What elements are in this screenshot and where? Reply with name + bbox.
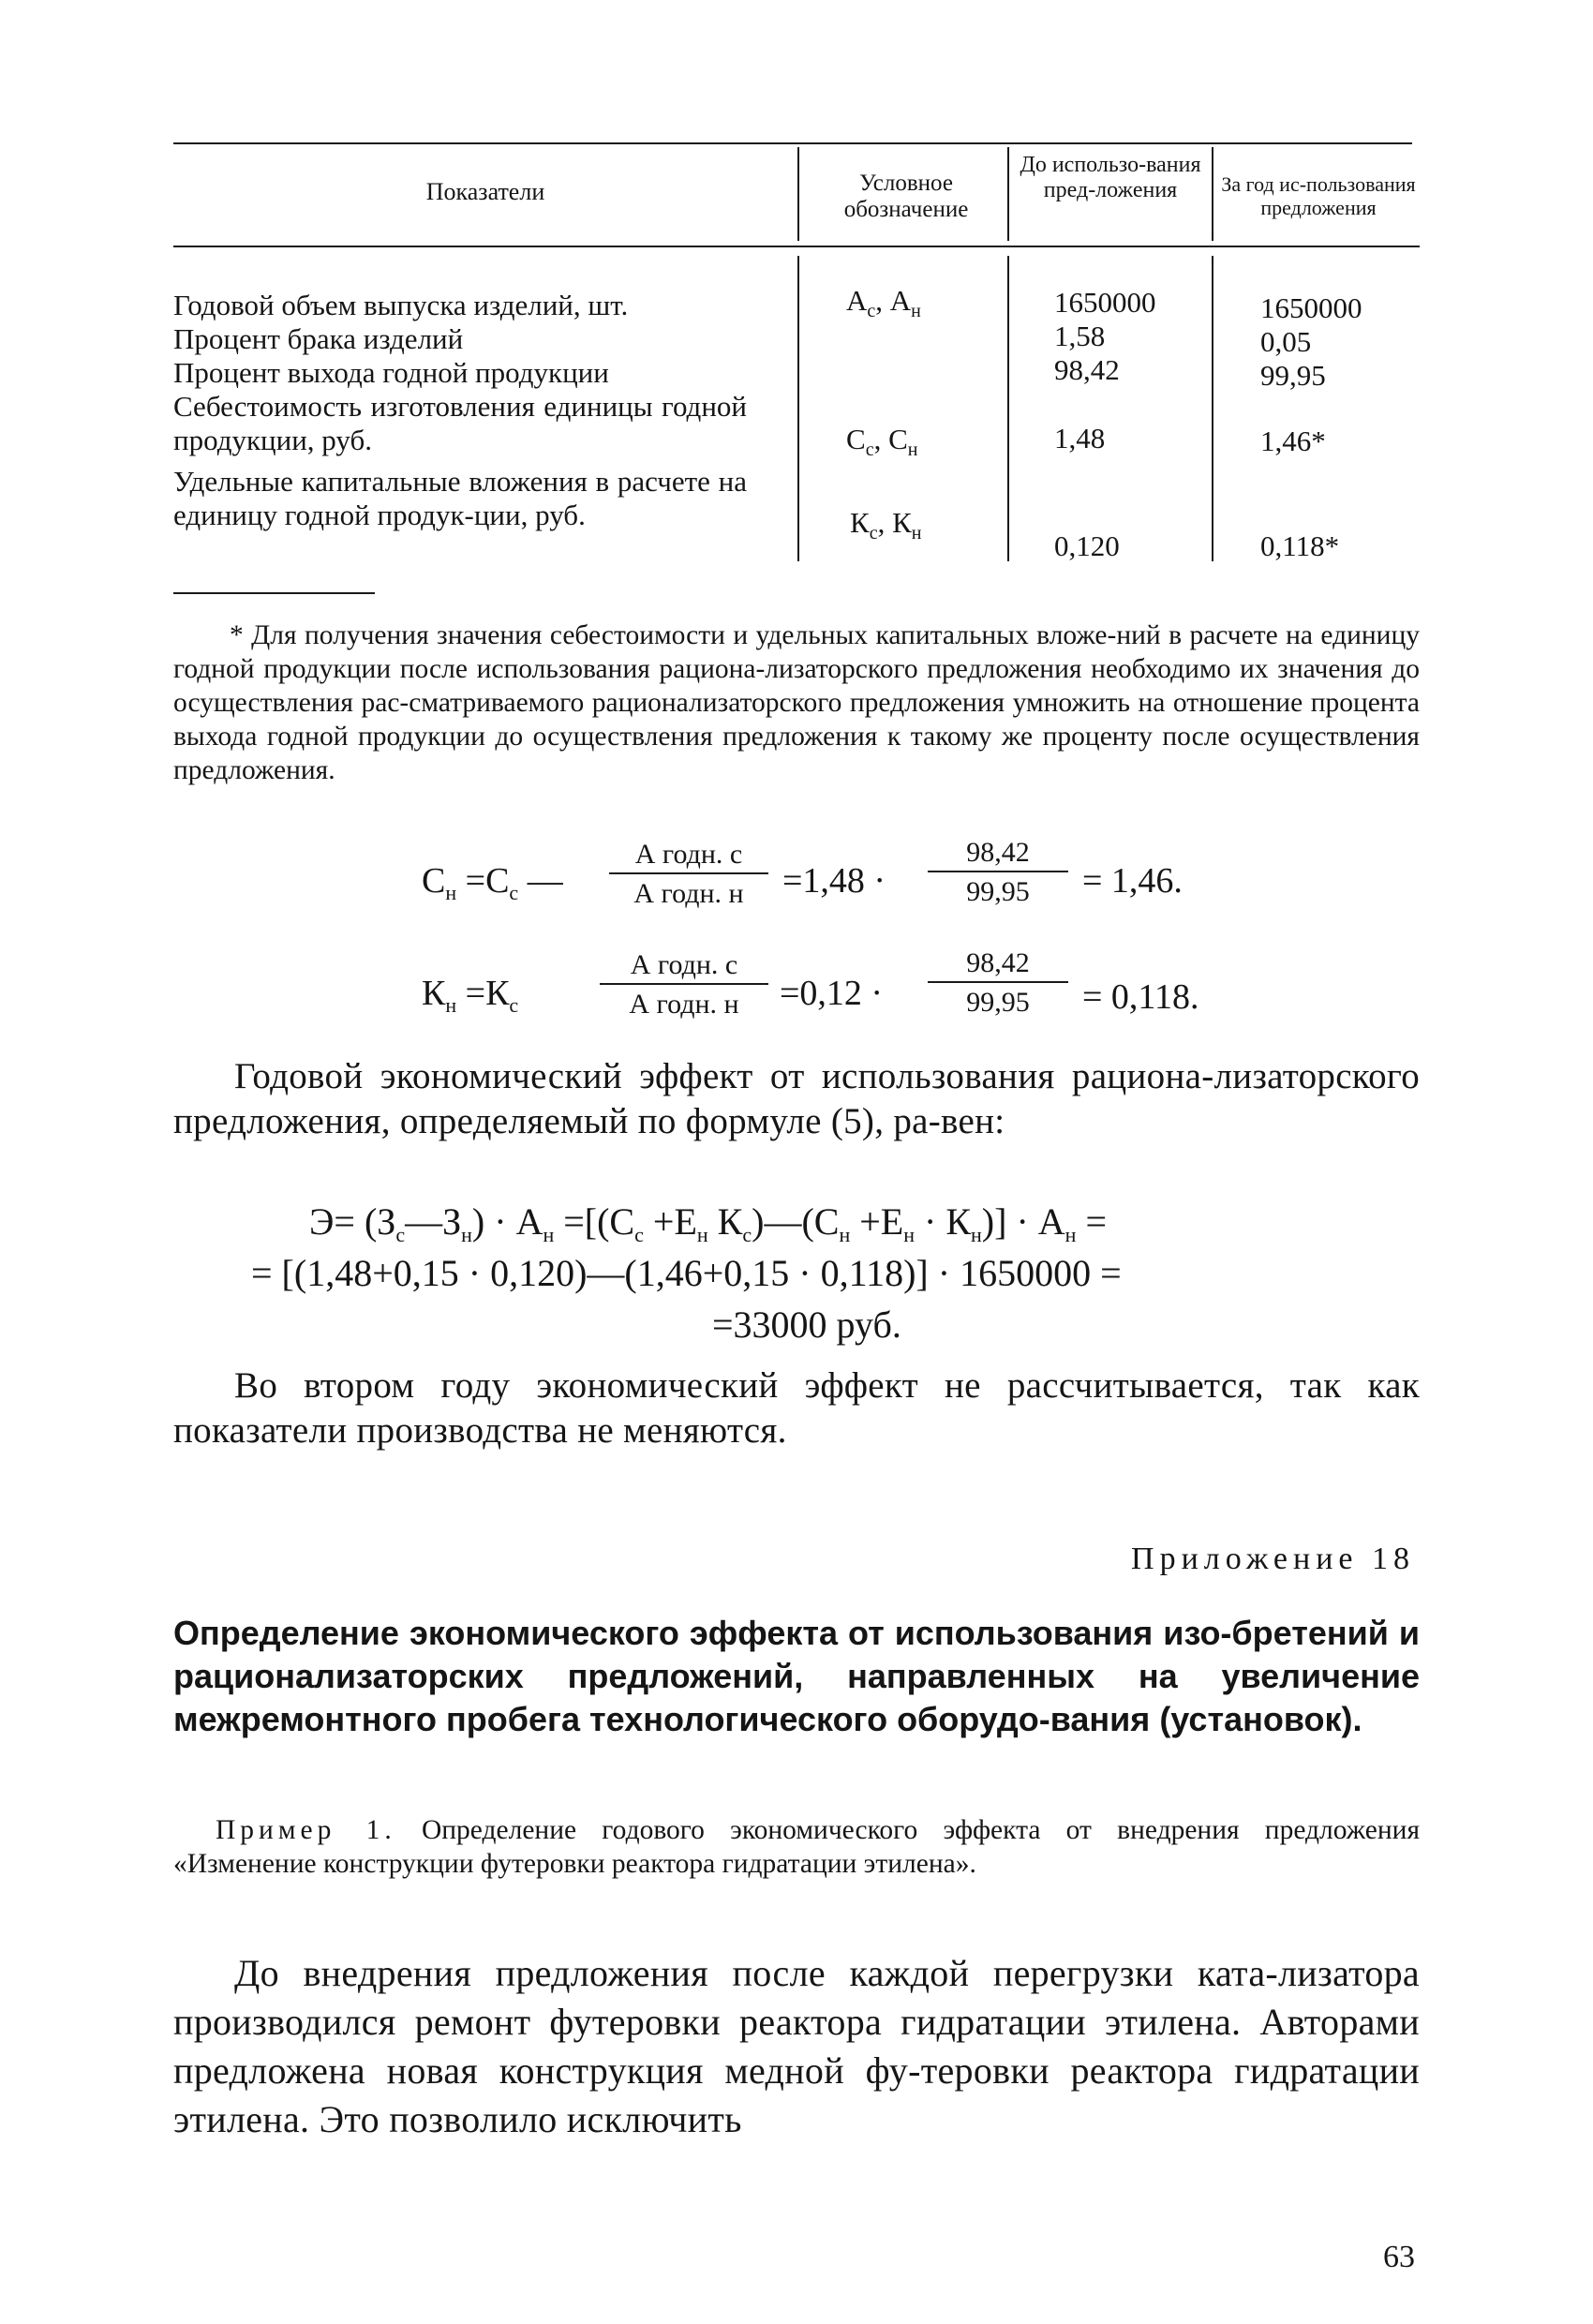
header-before: До использо-вания пред-ложения bbox=[1020, 153, 1201, 202]
formula-capital: $К_н =К_с$ bbox=[422, 974, 519, 1017]
row-before-value: 0,120 bbox=[1054, 529, 1120, 562]
table-header-rule bbox=[173, 246, 1420, 247]
row-label: Процент выхода годной продукции bbox=[173, 356, 609, 389]
fraction-yield: А годн. с А годн. н bbox=[609, 839, 768, 910]
row-label: Процент брака изделий bbox=[173, 322, 464, 355]
table-vline-2b bbox=[1007, 256, 1009, 561]
footnote: * Для получения значения себестоимости и удельных капитальных вложе-ний в расчете на единицу годной продукции после использования рациона-лизаторского предложения необходимо их значения до осуществления рас-сматриваемого рационализаторского предложения умножить на отношение процента выхода годной продукции до осуществления предложения к такому же проценту после осуществления предложения. bbox=[173, 620, 1420, 785]
row-after-value: 0,118* bbox=[1260, 529, 1340, 562]
formula-capital-mid: =0,12 · bbox=[780, 974, 884, 1013]
table-top-rule bbox=[173, 142, 1412, 144]
fraction-percent: $\frac{98,42}{99,95}$ bbox=[928, 947, 1068, 1019]
page-number: 63 bbox=[1383, 2240, 1415, 2274]
table-vline-1 bbox=[797, 147, 799, 241]
row-after-value: 99,95 bbox=[1260, 359, 1326, 392]
fraction-yield: А годн. с А годн. н bbox=[600, 949, 768, 1020]
header-indicators: Показатели bbox=[425, 178, 545, 205]
row-after-value: 0,05 bbox=[1260, 325, 1312, 358]
row-symbol: $А_с$, $А_н$ bbox=[846, 284, 921, 322]
formula-capital-result: = 0,118. bbox=[1082, 977, 1199, 1017]
example-label: Пример 1. bbox=[216, 1815, 396, 1845]
equation-line-3: =33000 руб. bbox=[712, 1304, 901, 1346]
paragraph-second-year: Во втором году экономический эффект не рассчитывается, так как показатели производства не меняются. bbox=[173, 1365, 1420, 1451]
appendix-label: Приложение 18 bbox=[1131, 1542, 1415, 1576]
row-before-value: 98,42 bbox=[1054, 353, 1120, 386]
paragraph-effect: Годовой экономический эффект от использования рациона-лизаторского предложения, определяемый по формуле (5), ра-вен: bbox=[173, 1056, 1420, 1141]
table-vline-1b bbox=[797, 256, 799, 561]
formula-cost-mid: =1,48 · bbox=[782, 861, 886, 901]
header-symbol: Условное обозначение bbox=[843, 171, 969, 222]
footnote-separator bbox=[173, 592, 375, 594]
paragraph-body: До внедрения предложения после каждой перегрузки ката-лизатора производился ремонт футеровки реактора гидратации этилена. Авторами предложена новая конструкция медной фу-теровки реактора гидратации этилена. Это позволило исключить bbox=[173, 1952, 1420, 2140]
formula-cost: $С_н =С_с$ — bbox=[422, 861, 563, 904]
row-symbol: $К_с$, $К_н$ bbox=[850, 506, 922, 544]
row-after-value: 1,46* bbox=[1260, 425, 1326, 457]
row-before-value: 1,58 bbox=[1054, 320, 1106, 352]
row-before-value: 1650000 bbox=[1054, 286, 1156, 319]
fraction-percent: $\frac{98,42}{99,95}$ bbox=[928, 837, 1068, 908]
row-before-value: 1,48 bbox=[1054, 422, 1106, 454]
indicators-table bbox=[173, 136, 1420, 567]
row-symbol: $С_с$, $С_н$ bbox=[846, 423, 918, 461]
table-vline-3 bbox=[1212, 147, 1213, 241]
row-after-value: 1650000 bbox=[1260, 291, 1362, 324]
section-heading: Определение экономического эффекта от использования изо-бретений и рационализаторских предложений, направленных на увеличение межремонтного пробега технологического оборудо-вания (установок). bbox=[173, 1614, 1420, 1738]
header-after: За год ис-пользования предложения bbox=[1221, 172, 1416, 219]
formula-cost-result: = 1,46. bbox=[1082, 861, 1183, 901]
equation-line-1: $Э= (З_с—З_н) \cdot А_н =[(С_с +Е_н$ $К_с)—(С_н +Е_н \cdot К_н)] \cdot А_н$ = bbox=[309, 1200, 1107, 1246]
row-label: Годовой объем выпуска изделий, шт. bbox=[173, 289, 629, 321]
equation-line-2: = [(1,48+0,15 · 0,120)—(1,46+0,15 · 0,118)] · 1650000 = bbox=[251, 1252, 1122, 1294]
row-label: Удельные капитальные вложения в расчете на единицу годной продук-ции, руб. bbox=[173, 465, 747, 531]
table-vline-3b bbox=[1212, 256, 1213, 561]
example-paragraph bbox=[173, 1813, 1420, 1881]
row-label: Себестоимость изготовления единицы годной продукции, руб. bbox=[173, 390, 747, 456]
table-vline-2 bbox=[1007, 147, 1009, 241]
example-text: Определение годового экономического эффекта от внедрения предложения «Изменение конструкции футеровки реактора гидратации этилена». bbox=[173, 1815, 1421, 1879]
